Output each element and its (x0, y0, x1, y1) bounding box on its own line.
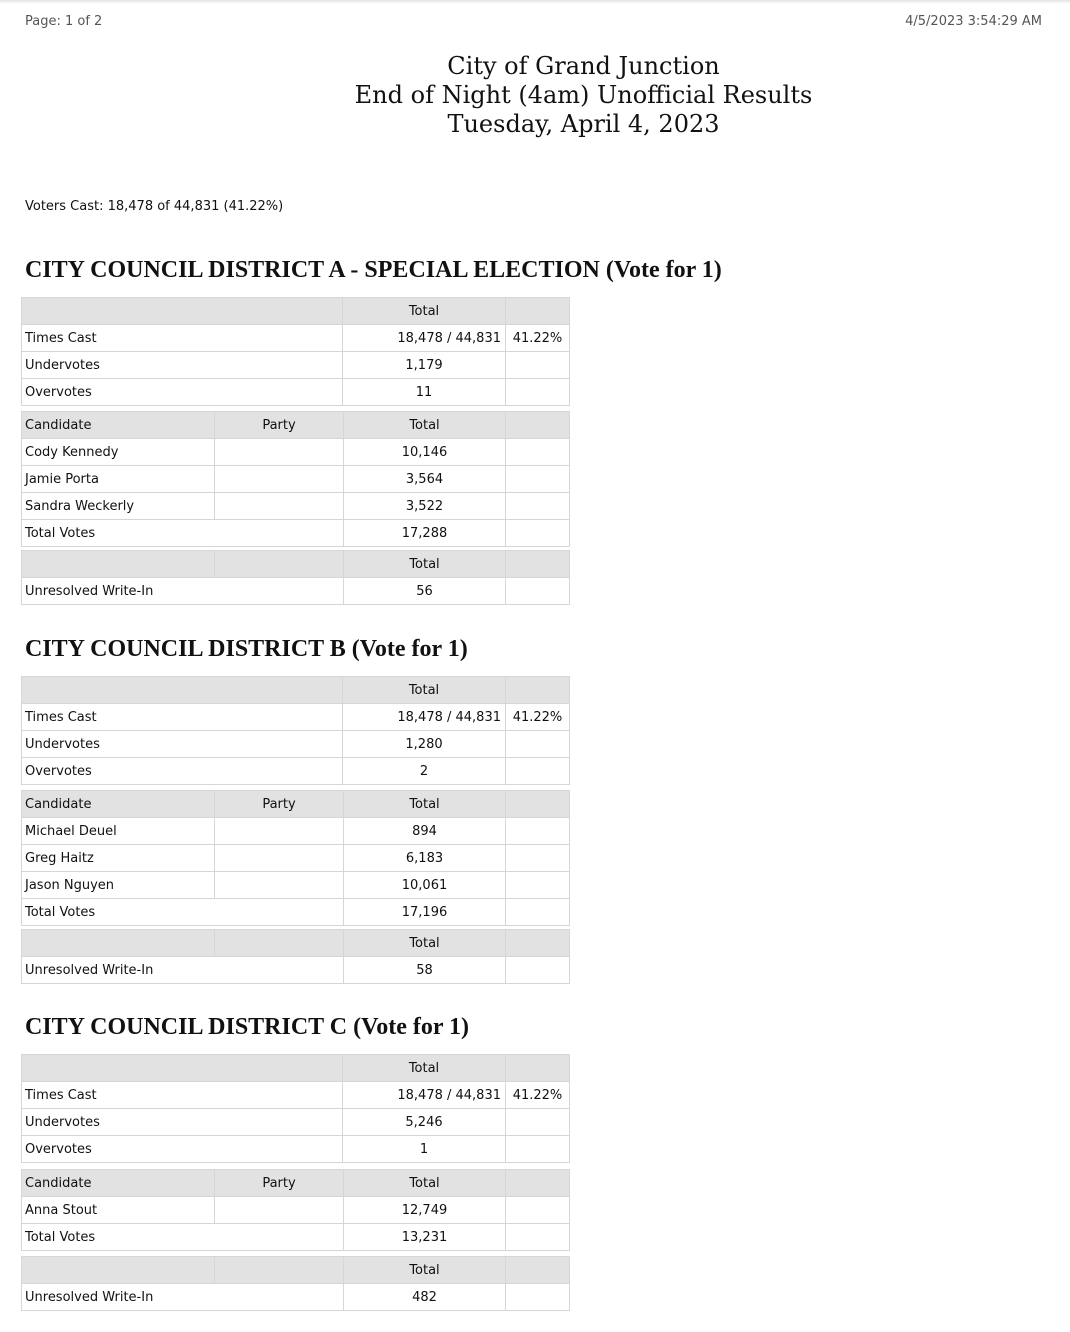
times-cast-row: Times Cast 18,478 / 44,831 41.22% (22, 1082, 570, 1109)
candidate-row (22, 1197, 570, 1224)
party-header: Party (215, 1170, 344, 1197)
write-in-row: Unresolved Write-In 56 (22, 578, 570, 605)
candidate-party (215, 845, 344, 872)
table-header-row (22, 551, 570, 578)
candidate-party (215, 466, 344, 493)
candidate-row (22, 818, 570, 845)
candidate-header: Candidate (22, 791, 215, 818)
candidate-total: 3,564 (344, 466, 506, 493)
candidate-name: Anna Stout (22, 1197, 215, 1224)
candidate-total: 6,183 (344, 845, 506, 872)
candidate-name: Michael Deuel (22, 818, 215, 845)
candidate-name: Cody Kennedy (22, 439, 215, 466)
write-in-row: Unresolved Write-In 58 (22, 957, 570, 984)
candidate-row (22, 845, 570, 872)
table-header-row (22, 412, 570, 439)
candidate-row (22, 466, 570, 493)
times-cast-percent: 41.22% (506, 325, 570, 352)
candidate-total: 12,749 (344, 1197, 506, 1224)
write-in-row: Unresolved Write-In 482 (22, 1284, 570, 1311)
page-top-edge (0, 0, 1070, 4)
times-cast-table-district-a (21, 297, 570, 406)
total-header: Total (343, 298, 506, 325)
candidate-name: Greg Haitz (22, 845, 215, 872)
candidate-row (22, 872, 570, 899)
times-cast-row: Times Cast 18,478 / 44,831 41.22% (22, 704, 570, 731)
times-cast-table-district-b (21, 676, 570, 785)
candidate-total: 3,522 (344, 493, 506, 520)
overvotes-row: Overvotes 1 (22, 1136, 570, 1163)
contest-title-district-b: CITY COUNCIL DISTRICT B (Vote for 1) (25, 636, 468, 662)
header-city: City of Grand Junction (447, 52, 720, 80)
candidate-total: 10,061 (344, 872, 506, 899)
candidate-header: Candidate (22, 412, 215, 439)
undervotes-row: Undervotes 5,246 (22, 1109, 570, 1136)
total-header: Total (344, 412, 506, 439)
table-header-row (22, 1257, 570, 1284)
total-header: Total (344, 1257, 506, 1284)
write-in-value: 58 (344, 957, 506, 984)
contest-title-district-c: CITY COUNCIL DISTRICT C (Vote for 1) (25, 1014, 470, 1040)
candidate-name: Jason Nguyen (22, 872, 215, 899)
candidate-row (22, 493, 570, 520)
table-header-row (22, 298, 570, 325)
total-header: Total (344, 1170, 506, 1197)
overvotes-value: 1 (343, 1136, 506, 1163)
header-date: Tuesday, April 4, 2023 (447, 110, 720, 138)
candidate-name: Jamie Porta (22, 466, 215, 493)
undervotes-value: 5,246 (343, 1109, 506, 1136)
candidate-row (22, 439, 570, 466)
table-header-row (22, 791, 570, 818)
total-header: Total (344, 791, 506, 818)
write-in-table-district-b (21, 929, 570, 984)
report-timestamp: 4/5/2023 3:54:29 AM (905, 14, 1042, 29)
times-cast-value: 18,478 / 44,831 (343, 704, 506, 731)
overvotes-value: 2 (343, 758, 506, 785)
table-header-row (22, 930, 570, 957)
candidate-table-district-c (21, 1169, 570, 1251)
times-cast-value: 18,478 / 44,831 (343, 1082, 506, 1109)
times-cast-percent: 41.22% (506, 1082, 570, 1109)
write-in-table-district-a (21, 550, 570, 605)
times-cast-value: 18,478 / 44,831 (343, 325, 506, 352)
table-header-row (22, 677, 570, 704)
candidate-table-district-b (21, 790, 570, 926)
overvotes-row: Overvotes 11 (22, 379, 570, 406)
candidate-party (215, 1197, 344, 1224)
times-cast-percent: 41.22% (506, 704, 570, 731)
total-header: Total (343, 1055, 506, 1082)
candidate-party (215, 872, 344, 899)
total-votes-row: Total Votes 17,288 (22, 520, 570, 547)
total-votes-value: 13,231 (344, 1224, 506, 1251)
undervotes-value: 1,179 (343, 352, 506, 379)
voters-cast-summary: Voters Cast: 18,478 of 44,831 (41.22%) (25, 199, 284, 214)
overvotes-row: Overvotes 2 (22, 758, 570, 785)
candidate-header: Candidate (22, 1170, 215, 1197)
candidate-party (215, 818, 344, 845)
contest-title-district-a: CITY COUNCIL DISTRICT A - SPECIAL ELECTION (Vote for 1) (25, 257, 722, 283)
table-header-row (22, 1170, 570, 1197)
party-header: Party (215, 412, 344, 439)
total-votes-row: Total Votes 17,196 (22, 899, 570, 926)
candidate-total: 894 (344, 818, 506, 845)
total-votes-row: Total Votes 13,231 (22, 1224, 570, 1251)
total-votes-value: 17,288 (344, 520, 506, 547)
report-header (0, 52, 1070, 139)
write-in-value: 482 (344, 1284, 506, 1311)
times-cast-row: Times Cast 18,478 / 44,831 41.22% (22, 325, 570, 352)
candidate-table-district-a (21, 411, 570, 547)
page-number: Page: 1 of 2 (25, 14, 103, 29)
undervotes-value: 1,280 (343, 731, 506, 758)
candidate-name: Sandra Weckerly (22, 493, 215, 520)
total-header: Total (344, 930, 506, 957)
table-header-row (22, 1055, 570, 1082)
times-cast-table-district-c (21, 1054, 570, 1163)
candidate-total: 10,146 (344, 439, 506, 466)
undervotes-row: Undervotes 1,280 (22, 731, 570, 758)
party-header: Party (215, 791, 344, 818)
candidate-party (215, 439, 344, 466)
undervotes-row: Undervotes 1,179 (22, 352, 570, 379)
header-results-type: End of Night (4am) Unofficial Results (354, 81, 813, 109)
total-votes-value: 17,196 (344, 899, 506, 926)
write-in-value: 56 (344, 578, 506, 605)
total-header: Total (343, 677, 506, 704)
candidate-party (215, 493, 344, 520)
total-header: Total (344, 551, 506, 578)
write-in-table-district-c (21, 1256, 570, 1311)
overvotes-value: 11 (343, 379, 506, 406)
